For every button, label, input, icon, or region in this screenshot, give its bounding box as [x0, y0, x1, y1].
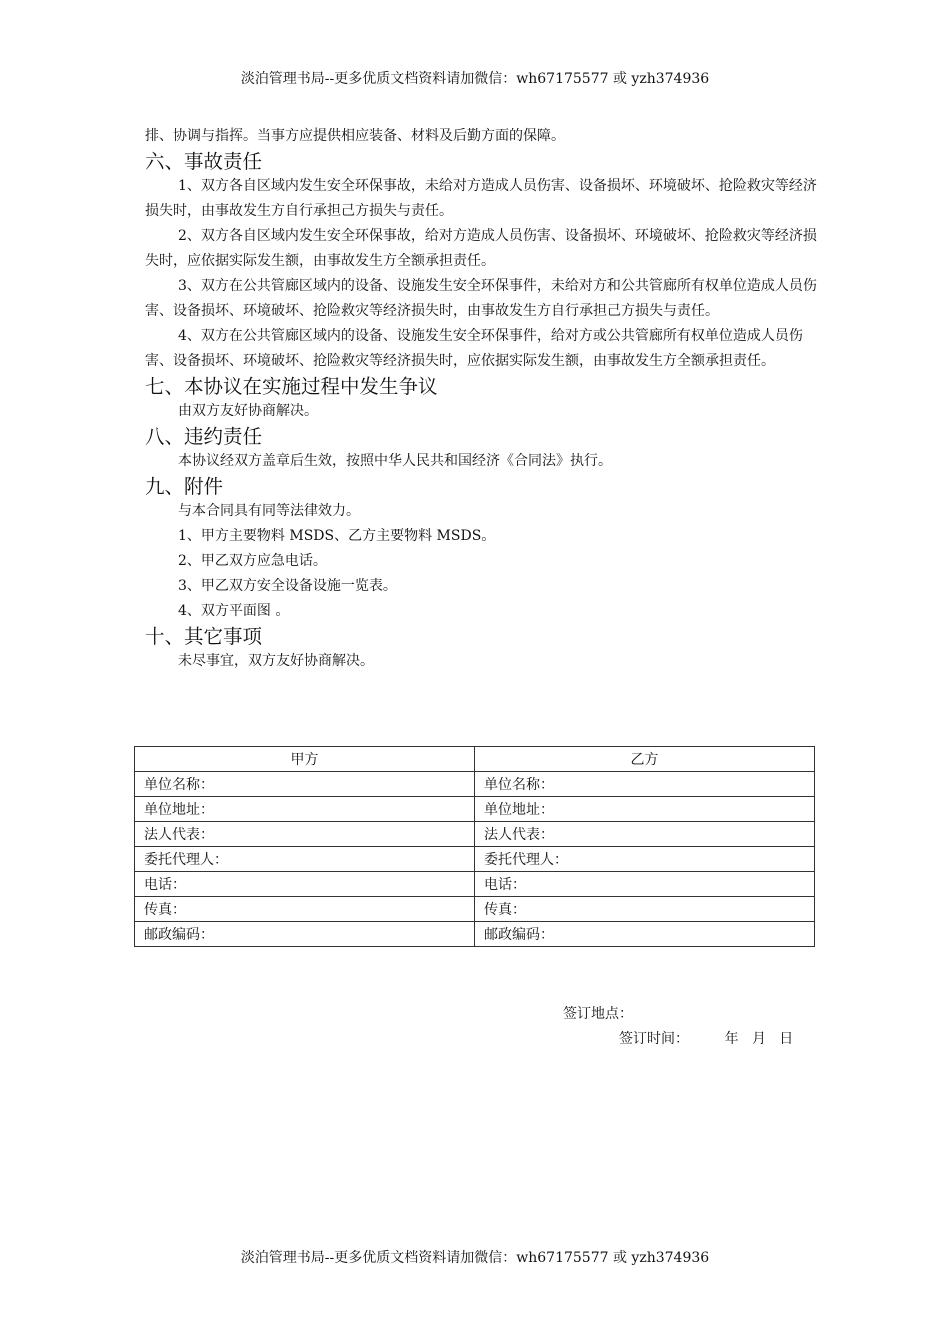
- table-row: [135, 847, 815, 872]
- section-9-line: 与本合同具有同等法律效力。: [178, 503, 360, 519]
- party-b-cell: 单位地址：: [475, 797, 815, 822]
- signing-time: 签订时间： 年 月 日: [619, 1031, 794, 1047]
- party-b-cell: 电话：: [475, 872, 815, 897]
- page-footer: 淡泊管理书局--更多优质文档资料请加微信：wh67175577 或 yzh374936: [240, 1250, 710, 1266]
- party-b-header: 乙方: [475, 747, 815, 772]
- section-6-para-4: 4、双方在公共管廊区域内的设备、设施发生安全环保事件，给对方或公共管廊所有权单位造成人员伤害、设备损坏、环境破坏、抢险救灾等经济损失时，应依据实际发生额，由事故发生方全额承担责任。: [145, 328, 803, 369]
- party-b-cell: 邮政编码：: [475, 922, 815, 947]
- section-9-title: 九、附件: [145, 475, 224, 498]
- section-6-para-1: 1、双方各自区域内发生安全环保事故，未给对方造成人员伤害、设备损坏、环境破坏、抢险救灾等经济损失时，由事故发生方自行承担己方损失与责任。: [145, 178, 817, 219]
- table-row: [135, 822, 815, 847]
- party-b-cell: 委托代理人：: [475, 847, 815, 872]
- section-6-para-3: 3、双方在公共管廊区域内的设备、设施发生安全环保事件，未给对方和公共管廊所有权单位造成人员伤害、设备损坏、环境破坏、抢险救灾等经济损失时，由事故发生方自行承担己方损失与责任。: [145, 278, 817, 319]
- section-9-line: 1、甲方主要物料 MSDS、乙方主要物料 MSDS。: [178, 528, 496, 544]
- party-b-cell: 法人代表：: [475, 822, 815, 847]
- party-a-cell: 电话：: [135, 872, 475, 897]
- section-8-title: 八、违约责任: [145, 425, 263, 448]
- section-10-title: 十、其它事项: [145, 625, 263, 648]
- section-7-title: 七、本协议在实施过程中发生争议: [145, 375, 438, 398]
- parties-table: [134, 746, 815, 947]
- party-b-cell: 单位名称：: [475, 772, 815, 797]
- party-b-cell: 传真：: [475, 897, 815, 922]
- section-8-text: 本协议经双方盖章后生效，按照中华人民共和国经济《合同法》执行。: [178, 453, 612, 469]
- section-9-line: 2、甲乙双方应急电话。: [178, 553, 327, 569]
- party-a-header: 甲方: [135, 747, 475, 772]
- signing-place: 签订地点：: [563, 1006, 633, 1022]
- document-body: [145, 124, 825, 674]
- party-a-cell: 邮政编码：: [135, 922, 475, 947]
- intro-line: 排、协调与指挥。当事方应提供相应装备、材料及后勤方面的保障。: [145, 128, 565, 144]
- section-10-text: 未尽事宜，双方友好协商解决。: [178, 653, 374, 669]
- party-a-cell: 法人代表：: [135, 822, 475, 847]
- party-a-cell: 委托代理人：: [135, 847, 475, 872]
- section-7-text: 由双方友好协商解决。: [178, 403, 318, 419]
- table-row: [135, 772, 815, 797]
- table-row: [135, 922, 815, 947]
- section-6-title: 六、事故责任: [145, 150, 263, 173]
- party-a-cell: 传真：: [135, 897, 475, 922]
- table-row: [135, 797, 815, 822]
- section-9-line: 3、甲乙双方安全设备设施一览表。: [178, 578, 397, 594]
- table-row: [135, 872, 815, 897]
- section-9-line: 4、双方平面图 。: [178, 603, 290, 619]
- party-a-cell: 单位地址：: [135, 797, 475, 822]
- section-6-para-2: 2、双方各自区域内发生安全环保事故，给对方造成人员伤害、设备损坏、环境破坏、抢险救灾等经济损失时，应依据实际发生额，由事故发生方全额承担责任。: [145, 228, 817, 269]
- table-row: [135, 897, 815, 922]
- party-a-cell: 单位名称：: [135, 772, 475, 797]
- page-header: 淡泊管理书局--更多优质文档资料请加微信：wh67175577 或 yzh374936: [240, 71, 710, 87]
